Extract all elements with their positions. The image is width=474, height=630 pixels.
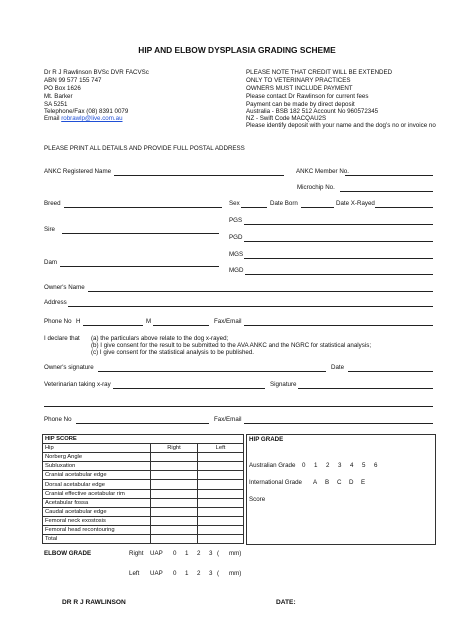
pgs-label: PGS <box>229 217 243 224</box>
left-cell[interactable] <box>198 489 244 498</box>
email-link[interactable]: robrawlp@live.com.au <box>61 115 123 122</box>
left-cell[interactable] <box>198 535 244 544</box>
grade-option[interactable]: E <box>361 479 366 486</box>
print-instruction: PLEASE PRINT ALL DETAILS AND PROVIDE FULL POSTAL ADDRESS <box>44 145 245 152</box>
table-row <box>43 444 244 453</box>
elbow-right-open: ( <box>217 550 220 557</box>
address-field[interactable] <box>68 306 433 307</box>
international-grade-label: International Grade <box>249 479 302 486</box>
row-label: Acetabular fossa <box>43 498 151 507</box>
left-cell[interactable] <box>198 462 244 471</box>
notice-line: Please identify deposit with your name and the dog’s no or invoice no <box>246 122 436 129</box>
grade-option[interactable]: 2 <box>326 462 330 469</box>
table-row <box>43 453 244 462</box>
grade-option[interactable]: D <box>349 479 354 486</box>
right-cell[interactable] <box>151 498 198 507</box>
dam-label: Dam <box>44 259 58 266</box>
signature-field[interactable] <box>298 388 433 389</box>
vet-phone-label: Phone No <box>44 416 72 423</box>
left-cell[interactable] <box>198 516 244 525</box>
pgd-label: PGD <box>229 234 243 241</box>
notice-line: OWNERS MUST INCLUDE PAYMENT <box>246 85 353 92</box>
grade-option[interactable]: 1 <box>314 462 318 469</box>
footer-name: DR R J RAWLINSON <box>62 599 126 606</box>
right-cell[interactable] <box>151 489 198 498</box>
signature-label: Signature <box>270 381 297 388</box>
table-row <box>43 507 244 516</box>
left-cell[interactable] <box>198 498 244 507</box>
left-cell[interactable] <box>198 471 244 480</box>
grade-option[interactable]: 6 <box>374 462 378 469</box>
grade-option[interactable]: A <box>313 479 318 486</box>
elbow-option[interactable]: 3 <box>209 550 213 557</box>
left-cell[interactable] <box>198 525 244 534</box>
table-row <box>43 435 244 444</box>
row-label: Norberg Angle <box>43 453 151 462</box>
page-title: HIP AND ELBOW DYSPLASIA GRADING SCHEME <box>138 45 336 55</box>
ankc-member-field[interactable] <box>345 175 433 176</box>
footer-date: DATE: <box>276 599 296 606</box>
vet-suburb: Mt. Barker <box>44 93 73 100</box>
sire-label: Sire <box>44 226 56 233</box>
vet-po-box: PO Box 1626 <box>44 85 81 92</box>
row-label: Hip <box>43 444 151 453</box>
mgs-field[interactable] <box>244 258 433 259</box>
right-cell[interactable] <box>151 480 198 489</box>
vet-fax-email-label: Fax/Email <box>214 416 242 423</box>
sex-label: Sex <box>229 200 240 207</box>
vet-taking-label: Veterinarian taking x-ray <box>44 381 111 388</box>
elbow-option[interactable]: 0 <box>173 570 177 577</box>
ankc-member-label: ANKC Member No. <box>296 168 349 175</box>
dam-field[interactable] <box>60 266 219 267</box>
date-xrayed-field[interactable] <box>375 207 433 208</box>
address-label: Address <box>44 299 67 306</box>
table-row <box>43 516 244 525</box>
email-label: Email <box>44 115 62 122</box>
grade-option[interactable]: 5 <box>362 462 366 469</box>
table-row <box>43 462 244 471</box>
date-xrayed-label: Date X-Rayed <box>336 200 375 207</box>
declare-a: (a) the particulars above relate to the dog x-rayed; <box>91 335 229 342</box>
owners-name-field[interactable] <box>88 291 433 292</box>
elbow-right-uap: UAP <box>150 550 163 557</box>
pgd-field[interactable] <box>244 241 433 242</box>
fax-email-label: Fax/Email <box>214 318 242 325</box>
australian-grade-options <box>302 462 386 469</box>
date-born-label: Date Born <box>270 200 298 207</box>
row-label: Cranial effective acetabular rim <box>43 489 151 498</box>
grade-option[interactable]: 0 <box>302 462 306 469</box>
table-row <box>43 489 244 498</box>
row-label: Total <box>43 535 151 544</box>
owners-signature-field[interactable] <box>98 371 326 372</box>
pgs-field[interactable] <box>244 224 433 225</box>
international-grade-options <box>313 479 373 486</box>
grade-option[interactable]: 4 <box>350 462 354 469</box>
sex-field[interactable] <box>241 207 267 208</box>
right-cell[interactable] <box>151 507 198 516</box>
mgs-label: MGS <box>229 251 244 258</box>
table-row <box>43 525 244 534</box>
right-cell[interactable] <box>151 471 198 480</box>
left-cell[interactable] <box>198 453 244 462</box>
elbow-left-options <box>173 570 221 577</box>
right-cell[interactable] <box>151 453 198 462</box>
notice-line: PLEASE NOTE THAT CREDIT WILL BE EXTENDED <box>246 69 393 76</box>
owner-date-label: Date <box>331 364 345 371</box>
microchip-label: Microchip No. <box>297 184 335 191</box>
notice-line: NZ - Swift Code MACQAU2S <box>246 115 327 122</box>
owner-date-field[interactable] <box>348 371 433 372</box>
row-label: Femoral neck exostosis <box>43 516 151 525</box>
declare-c: (c) I give consent for the statistical analysis to be published. <box>91 349 255 356</box>
elbow-left-open: ( <box>217 570 220 577</box>
notice-line: Australia - BSB 182 512 Account No 960572345 <box>246 108 379 115</box>
vet-state: SA 5251 <box>44 101 68 108</box>
table-row <box>43 498 244 507</box>
vet-name: Dr R J Rawlinson BVSc DVR FACVSc <box>44 69 149 76</box>
owners-signature-label: Owner's signature <box>44 364 94 371</box>
elbow-right-mm: mm) <box>229 550 242 557</box>
elbow-option[interactable]: 1 <box>185 550 189 557</box>
right-cell[interactable] <box>151 535 198 544</box>
grade-option[interactable]: B <box>325 479 330 486</box>
row-label: Caudal acetabular edge <box>43 507 151 516</box>
col-left-header: Left <box>198 444 244 453</box>
left-cell[interactable] <box>198 480 244 489</box>
hip-grade-box <box>246 434 436 545</box>
phone-home-field[interactable] <box>83 325 143 326</box>
elbow-option[interactable]: 1 <box>185 570 189 577</box>
microchip-field[interactable] <box>340 191 433 192</box>
row-label: Cranial acetabular edge <box>43 471 151 480</box>
breed-field[interactable] <box>64 207 222 208</box>
right-cell[interactable] <box>151 462 198 471</box>
elbow-right-label: Right <box>129 550 144 557</box>
sire-field[interactable] <box>62 233 219 234</box>
phone-no-label: Phone No <box>44 318 72 325</box>
hip-score-heading: HIP SCORE <box>43 435 244 444</box>
vet-email-row <box>44 115 123 122</box>
elbow-option[interactable]: 0 <box>173 550 177 557</box>
elbow-option[interactable]: 3 <box>209 570 213 577</box>
table-row <box>43 535 244 544</box>
grade-option[interactable]: 3 <box>338 462 342 469</box>
elbow-option[interactable]: 2 <box>197 550 201 557</box>
right-cell[interactable] <box>151 525 198 534</box>
vet-fax-email-field[interactable] <box>244 423 433 424</box>
table-row <box>43 480 244 489</box>
date-born-field[interactable] <box>301 207 334 208</box>
ankc-name-label: ANKC Registered Name <box>44 168 112 175</box>
grade-option[interactable]: C <box>337 479 342 486</box>
declare-b: (b) I give consent for the result to be submitted to the AVA ANKC and the NGRC for statistical analysis; <box>91 342 372 349</box>
phone-mobile-field[interactable] <box>153 325 209 326</box>
left-cell[interactable] <box>198 507 244 516</box>
mgd-label: MGD <box>229 267 244 274</box>
notice-line: Please contact Dr Rawlinson for current fees <box>246 93 369 100</box>
row-label: Subluxation <box>43 462 151 471</box>
elbow-right-options <box>173 550 221 557</box>
vet-phone: Telephone/Fax (08) 8391 0079 <box>44 108 129 115</box>
vet-abn: ABN 99 577 155 747 <box>44 77 102 84</box>
row-label: Dorsal acetabular edge <box>43 480 151 489</box>
right-cell[interactable] <box>151 516 198 525</box>
mgd-field[interactable] <box>245 274 433 275</box>
vet-phone-field[interactable] <box>76 423 209 424</box>
owners-name-label: Owner's Name <box>44 284 85 291</box>
notice-line: ONLY TO VETERINARY PRACTICES <box>246 77 351 84</box>
breed-label: Breed <box>44 200 61 207</box>
elbow-left-mm: mm) <box>229 570 242 577</box>
fax-email-field[interactable] <box>244 325 433 326</box>
declare-label: I declare that <box>44 335 80 342</box>
col-right-header: Right <box>151 444 198 453</box>
australian-grade-label: Australian Grade <box>249 462 296 469</box>
score-label: Score <box>249 496 266 503</box>
elbow-grade-heading: ELBOW GRADE <box>44 550 92 557</box>
hip-grade-heading: HIP GRADE <box>249 436 284 443</box>
notice-line: Payment can be made by direct deposit <box>246 101 355 108</box>
phone-m-label: M <box>146 318 152 325</box>
ankc-name-field[interactable] <box>114 175 284 176</box>
elbow-option[interactable]: 2 <box>197 570 201 577</box>
elbow-left-uap: UAP <box>150 570 163 577</box>
vet-address-field[interactable] <box>44 406 433 407</box>
table-row <box>43 471 244 480</box>
elbow-left-label: Left <box>129 570 140 577</box>
vet-taking-field[interactable] <box>113 388 265 389</box>
hip-score-table <box>42 434 244 544</box>
phone-h-label: H <box>76 318 81 325</box>
row-label: Femoral head recontouring <box>43 525 151 534</box>
